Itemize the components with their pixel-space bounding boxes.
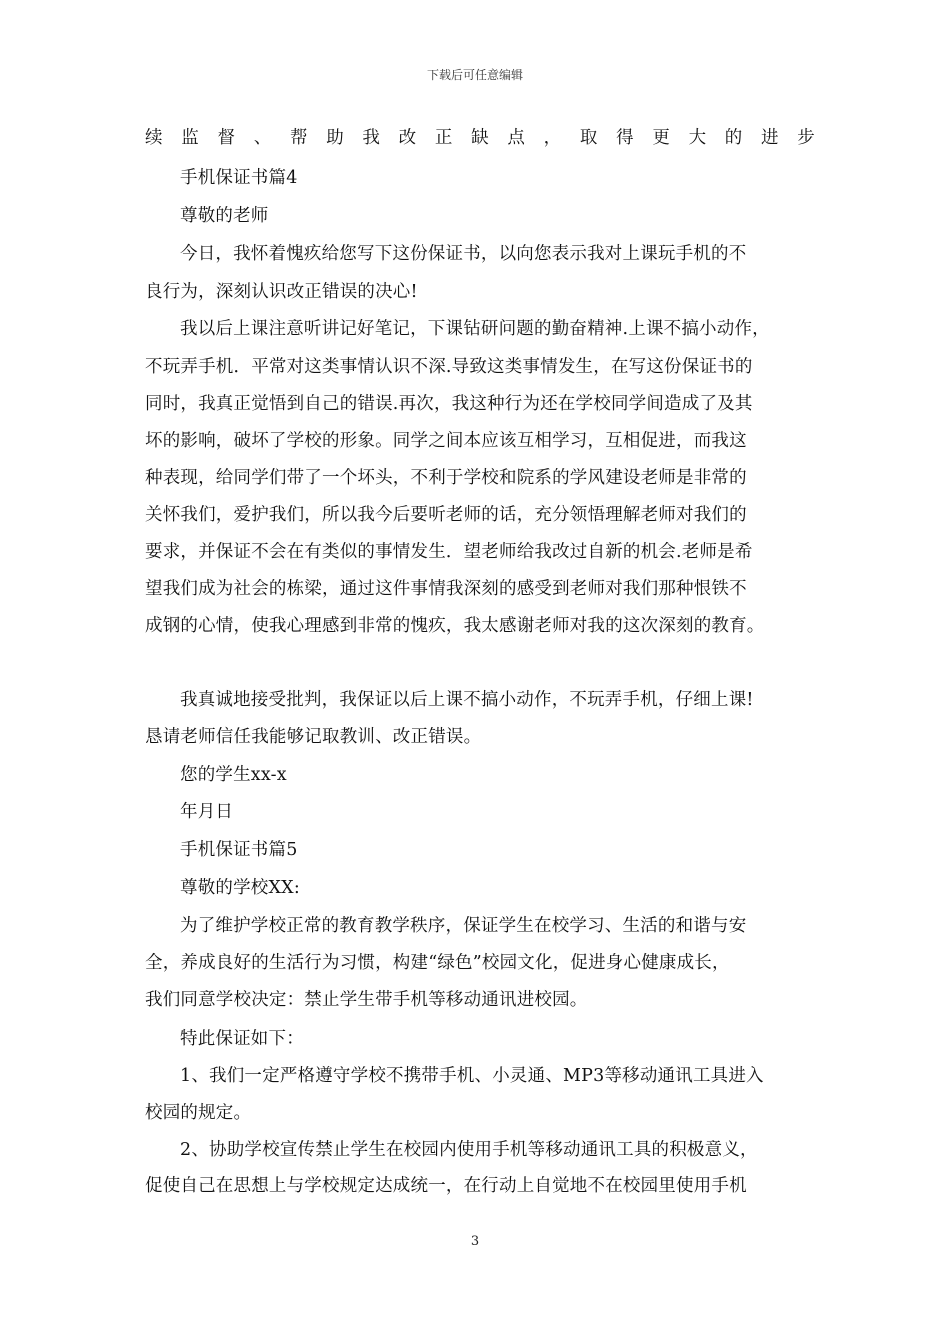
text-line: 成钢的心情，使我心理感到非常的愧疚，我太感谢老师对我的这次深刻的教育。 [145, 616, 765, 636]
page-number: 3 [470, 1234, 480, 1249]
text-line: 坏的影响，破坏了学校的形象。同学之间本应该互相学习，互相促进，而我这 [145, 431, 747, 451]
text-line: 不玩弄手机．平常对这类事情认识不深.导致这类事情发生，在写这份保证书的 [145, 357, 753, 377]
signature: 您的学生xx-x [180, 765, 287, 785]
text-line: 为了维护学校正常的教育教学秩序，保证学生在校学习、生活的和谐与安 [180, 916, 747, 936]
text-line: 我们同意学校决定：禁止学生带手机等移动通讯进校园。 [145, 990, 588, 1010]
text-line: 良行为，深刻认识改正错误的决心! [145, 282, 418, 302]
text-line: 同时，我真正觉悟到自己的错误.再次，我这种行为还在学校同学间造成了及其 [145, 394, 753, 414]
section-heading: 手机保证书篇4 [180, 168, 298, 188]
text-line: 特此保证如下： [180, 1029, 304, 1049]
text-line: 今日，我怀着愧疚给您写下这份保证书，以向您表示我对上课玩手机的不 [180, 244, 747, 264]
text-line: 续监督、帮助我改正缺点，取得更大的进步 [145, 128, 815, 148]
text-line: 种表现，给同学们带了一个坏头，不利于学校和院系的学风建设老师是非常的 [145, 468, 747, 488]
text-line: 校园的规定。 [145, 1103, 252, 1123]
text-line: 全，养成良好的生活行为习惯，构建“绿色”校园文化，促进身心健康成长， [145, 953, 730, 973]
text-line: 望我们成为社会的栋梁，通过这件事情我深刻的感受到老师对我们那种恨铁不 [145, 579, 747, 599]
text-line: 我以后上课注意听讲记好笔记，下课钻研问题的勤奋精神.上课不搞小动作， [180, 319, 770, 339]
text-line: 促使自己在思想上与学校规定达成统一，在行动上自觉地不在校园里使用手机 [145, 1176, 747, 1196]
list-item: 2、协助学校宣传禁止学生在校园内使用手机等移动通讯工具的积极意义， [180, 1140, 758, 1160]
text-line: 恳请老师信任我能够记取教训、改正错误。 [145, 727, 482, 747]
section-heading: 手机保证书篇5 [180, 840, 298, 860]
salutation: 尊敬的学校XX: [180, 878, 300, 898]
date-line: 年月日 [180, 802, 234, 822]
list-item: 1、我们一定严格遵守学校不携带手机、小灵通、MP3等移动通讯工具进入 [180, 1066, 764, 1086]
text-line: 要求，并保证不会在有类似的事情发生．望老师给我改过自新的机会.老师是希 [145, 542, 753, 562]
salutation: 尊敬的老师 [180, 206, 269, 226]
text-line: 关怀我们，爱护我们，所以我今后要听老师的话，充分领悟理解老师对我们的 [145, 505, 747, 525]
page-header: 下载后可任意编辑 [426, 68, 523, 82]
text-line: 我真诚地接受批判，我保证以后上课不搞小动作，不玩弄手机，仔细上课! [180, 690, 754, 710]
